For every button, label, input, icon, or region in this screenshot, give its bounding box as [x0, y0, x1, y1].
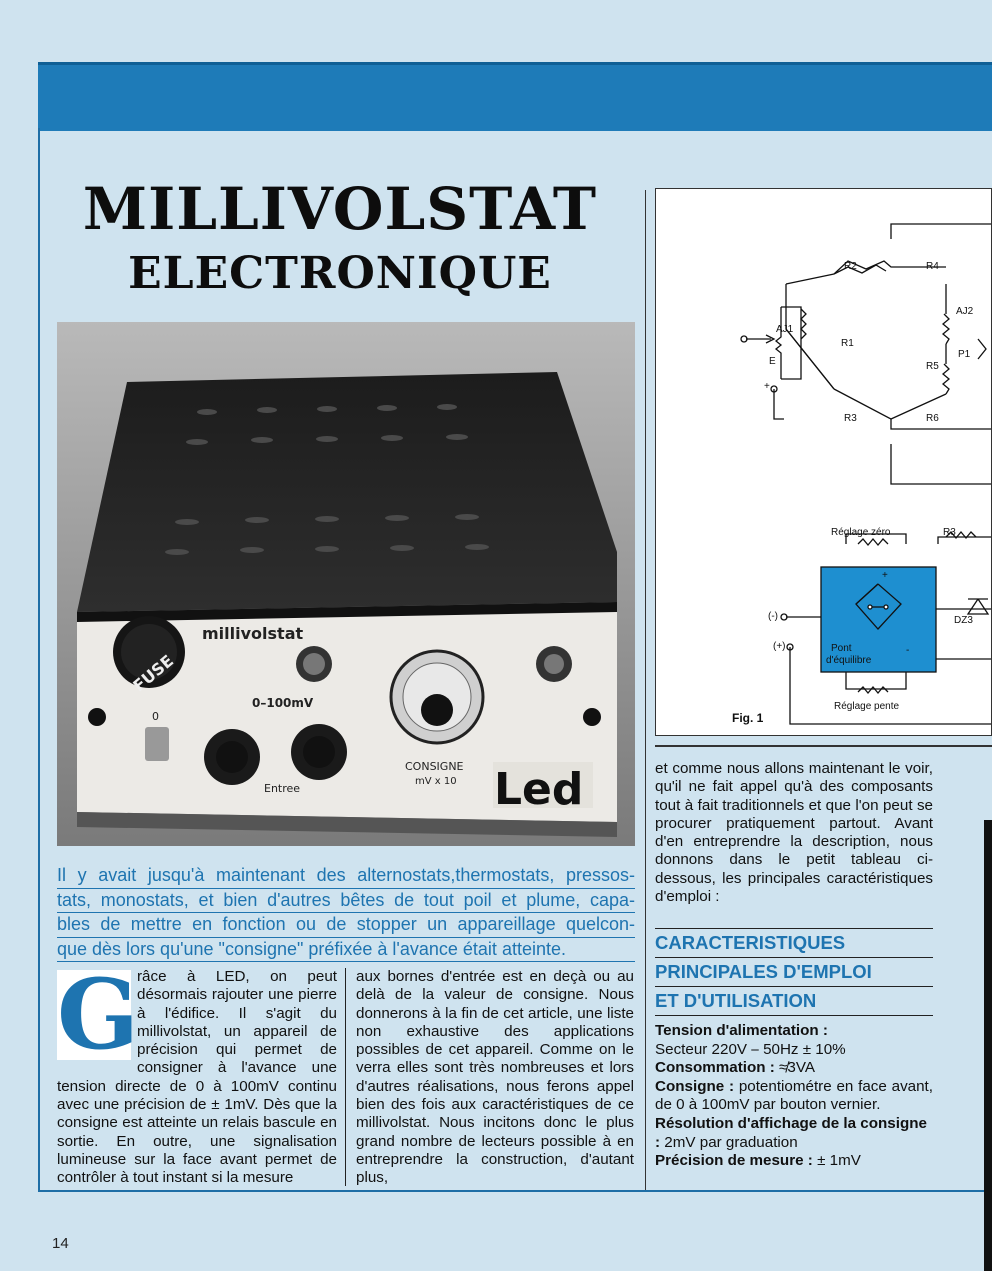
millivolstat-device-image: [57, 322, 635, 846]
page-edge: [984, 820, 992, 1271]
characteristics-list: [655, 1022, 933, 1171]
label-r6: R6: [926, 413, 939, 424]
switch-label: 0: [152, 710, 159, 723]
spec-value: 2mV par graduation: [664, 1133, 798, 1151]
spec-item: [655, 1022, 933, 1059]
intro-line: Il y avait jusqu'à maintenant des alternostats,thermostats, pressos-: [57, 864, 635, 889]
body-column-3: [655, 760, 933, 906]
drop-cap: G: [57, 958, 139, 1071]
article-subtitle: ELECTRONIQUE: [128, 248, 552, 299]
characteristics-heading: PRINCIPALES D'EMPLOI: [655, 957, 933, 983]
header-band: [38, 62, 992, 131]
spec-label: Résolution d'affichage de la consigne :: [655, 1114, 927, 1151]
body-text: aux bornes d'entrée est en deçà ou au delà de la valeur de consigne. Nous donnerons à la fin de cet article, une liste non exhaustive des applications possibles de cet appareil. Comme on le verra elles sont très nombreuses et lors d'autres réalisations, nous ferons appel bien des fois aux caractéristiques de ce millivolstat. Nous incitons donc le plus grand nombre de lecteurs possible à en entreprendre la construction, d'autant plus,: [356, 968, 634, 1187]
spec-value: ± 1mV: [817, 1152, 861, 1170]
spec-item: [655, 1078, 933, 1115]
label-e: E: [769, 356, 776, 367]
range-label: 0–100mV: [252, 696, 314, 710]
product-photo: [57, 322, 635, 846]
label-r3: R3: [844, 413, 857, 424]
label-dz3: DZ3: [954, 615, 973, 626]
column-divider: [345, 968, 346, 1186]
spec-item: [655, 1115, 933, 1152]
consigne-label: CONSIGNE: [405, 760, 464, 773]
spec-item: [655, 1059, 933, 1078]
label-equilibre: d'équilibre: [826, 655, 872, 666]
spec-label: Consigne :: [655, 1077, 735, 1095]
label-pont: Pont: [831, 643, 852, 654]
label-r3b: R3: [943, 527, 956, 538]
label-neg-input: (-): [768, 611, 778, 622]
label-minus: -: [760, 334, 764, 345]
device-label: millivolstat: [202, 624, 304, 643]
label-aj1: AJ1: [776, 324, 794, 335]
intro-line: que dès lors qu'une "consigne" préfixée à l'avance était atteinte.: [57, 938, 635, 963]
article-title: MILLIVOLSTAT: [82, 175, 598, 243]
characteristics-heading: ET D'UTILISATION: [655, 986, 933, 1016]
spec-value: ≉3VA: [779, 1059, 815, 1077]
spec-value: potentiométre en face avant, de 0 à 100mV par bouton vernier.: [655, 1077, 933, 1114]
brand-logo: Led: [494, 764, 584, 815]
characteristics-heading: CARACTERISTIQUES: [655, 928, 933, 954]
body-column-2: [356, 968, 634, 1188]
label-plus: +: [764, 381, 770, 392]
spec-value: Secteur 220V ⎯ 50Hz ± 10%: [655, 1040, 846, 1058]
spec-label: Tension d'alimentation :: [655, 1022, 828, 1039]
label-p1: P1: [958, 349, 971, 360]
label-r4: R4: [926, 261, 939, 272]
circuit-schematic: [656, 189, 992, 736]
page-number: 14: [52, 1235, 69, 1252]
intro-line: bles de mettre en fonction ou de stopper un appareillage quelcon-: [57, 913, 635, 938]
spec-label: Consommation :: [655, 1059, 775, 1077]
circuit-diagram: [655, 188, 992, 736]
label-bridge-minus: -: [906, 645, 910, 656]
body-text: râce à LED, on peut désormais rajouter une pierre à l'édifice. Il s'agit du millivolstat, un appareil de précision qui permet de consigner à l'avance une tension directe de 0 à 100mV continu avec une précision de ± 1mV. Dès que la consigne est atteinte un relais bascule en sortie. En outre, une signalisation lumineuse sur la face avant permet de contrôler à tout instant si la mesure: [57, 968, 337, 1187]
intro-paragraph: [57, 864, 635, 962]
body-text: et comme nous allons maintenant le voir, qu'il ne fait appel qu'à des composants tout à fait traditionnels et que l'on peut se procurer pratiquement partout. Avant d'en entreprendre la description, nous donnons dans le petit tableau ci-dessous, les principales caractéristiques d'emploi :: [655, 760, 933, 906]
intro-line: tats, monostats, et bien d'autres bêtes de tout poil et plume, capa-: [57, 889, 635, 914]
label-bridge-plus: +: [882, 570, 888, 581]
spec-item: [655, 1152, 933, 1171]
label-r1: R1: [841, 338, 854, 349]
label-reglage-zero: Réglage zéro: [831, 527, 891, 538]
label-r2: R2: [844, 261, 857, 272]
label-aj2: AJ2: [956, 306, 974, 317]
body-column-1: [57, 958, 337, 1188]
label-r5: R5: [926, 361, 939, 372]
consigne-unit: mV x 10: [415, 776, 457, 787]
label-reglage-pente: Réglage pente: [834, 701, 900, 712]
diagram-bottom-rule: [655, 745, 992, 747]
fuse-label: FUSE: [129, 651, 178, 696]
figure-caption: Fig. 1: [732, 711, 764, 725]
label-pos-input: (+): [773, 641, 786, 652]
entree-label: Entree: [264, 782, 301, 795]
spec-label: Précision de mesure :: [655, 1152, 813, 1170]
column-divider: [645, 190, 646, 1190]
